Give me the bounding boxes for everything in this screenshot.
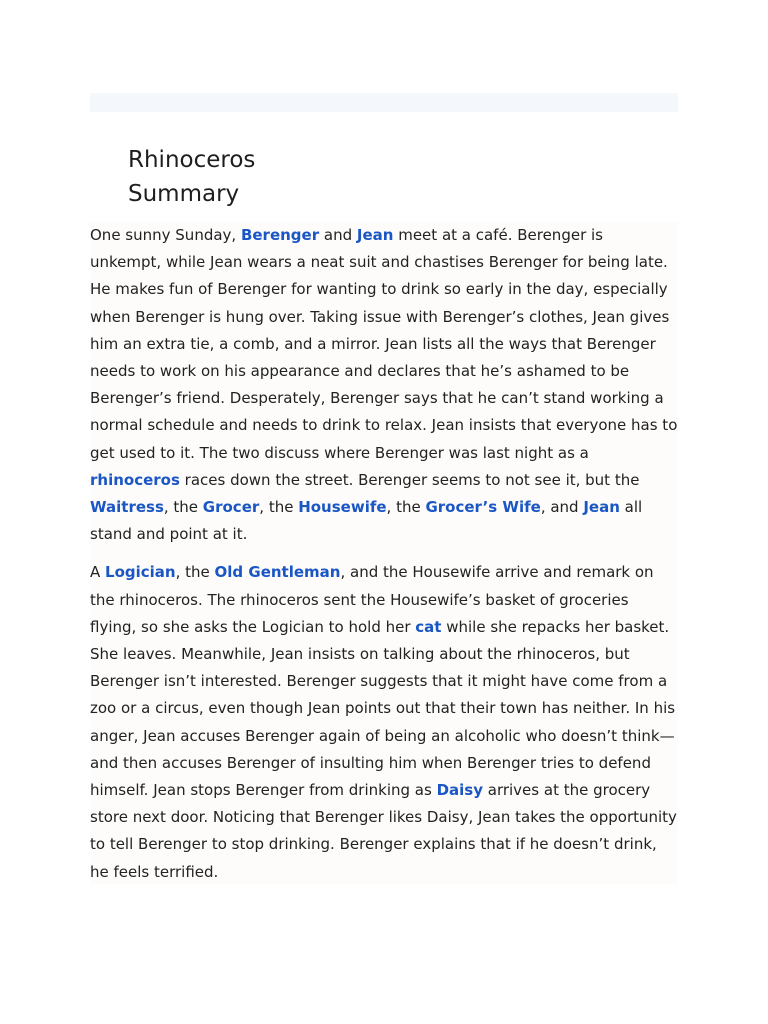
character-link[interactable]: Grocer xyxy=(202,498,260,517)
character-link[interactable]: cat xyxy=(415,617,442,636)
character-link[interactable]: Jean xyxy=(356,226,394,244)
page-title-line-2: Summary xyxy=(128,181,240,207)
paragraph-text: while she repacks her basket. She leaves. Meanwhile, Jean insists on talking about the rhinoceros, but Berenger isn’t interested. Berenger suggests that it might have come from a zoo or a circus, even though Jean points out that their town has neither. In his anger, Jean accuses Berenger again of being an alcoholic who doesn’t think—and then accuses Berenger of insulting him when Berenger tries to defend himself. Jean stops Berenger from drinking as xyxy=(90,617,676,800)
paragraph-text: arrives at the grocery store next door. Noticing that Berenger likes Daisy, Jean takes the opportunity to tell Berenger to stop drinking. Berenger explains that if he doesn’t drink, he feels terrified. xyxy=(90,781,677,881)
character-link[interactable]: rhinoceros xyxy=(90,470,180,489)
paragraph-text: A xyxy=(90,563,106,582)
summary-paragraph xyxy=(90,559,678,885)
paragraph-text: all stand and point at it. xyxy=(90,498,643,544)
character-link[interactable]: Waitress xyxy=(90,498,164,517)
paragraph-text: , the xyxy=(259,498,299,517)
paragraph-text: One sunny Sunday, xyxy=(90,226,241,244)
paragraph-text: , and xyxy=(540,498,584,517)
character-link[interactable]: Housewife xyxy=(298,498,387,517)
character-link[interactable]: Logician xyxy=(105,563,176,582)
character-link[interactable]: Jean xyxy=(583,498,620,517)
paragraph-text: races down the street. Berenger seems to not see it, but the xyxy=(179,470,640,489)
paragraph-text: and xyxy=(319,226,357,244)
paragraph-text: , the xyxy=(386,498,426,517)
character-link[interactable]: Berenger xyxy=(240,226,320,244)
paragraph-text: meet at a café. Berenger is unkempt, while Jean wears a neat suit and chastises Berenger for being late. He makes fun of Berenger for wanting to drink so early in the day, especially when Berenger is hung over. Taking issue with Berenger’s clothes, Jean gives him an extra tie, a comb, and a mirror. Jean lists all the ways that Berenger needs to work on his appearance and declares that he’s ashamed to be Berenger’s friend. Desperately, Berenger says that he can’t stand working a normal schedule and needs to drink to relax. Jean insists that everyone has to get used to it. The two discuss where Berenger was last night as a xyxy=(90,226,678,462)
paragraph-text: , the xyxy=(175,563,215,582)
page-title-line-1: Rhinoceros xyxy=(128,147,256,173)
character-link[interactable]: Old Gentleman xyxy=(214,563,341,582)
character-link[interactable]: Grocer’s Wife xyxy=(425,498,541,517)
page-title xyxy=(128,143,428,211)
paragraph-text: , and the Housewife arrive and remark on the rhinoceros. The rhinoceros sent the Housewife’s basket of groceries flying, so she asks the Logician to hold her xyxy=(90,563,654,636)
character-link[interactable]: Daisy xyxy=(436,781,483,800)
summary-paragraph xyxy=(90,222,678,548)
paragraph-text: , the xyxy=(163,498,203,517)
summary-content xyxy=(90,222,678,884)
top-banner-bar xyxy=(90,93,678,112)
